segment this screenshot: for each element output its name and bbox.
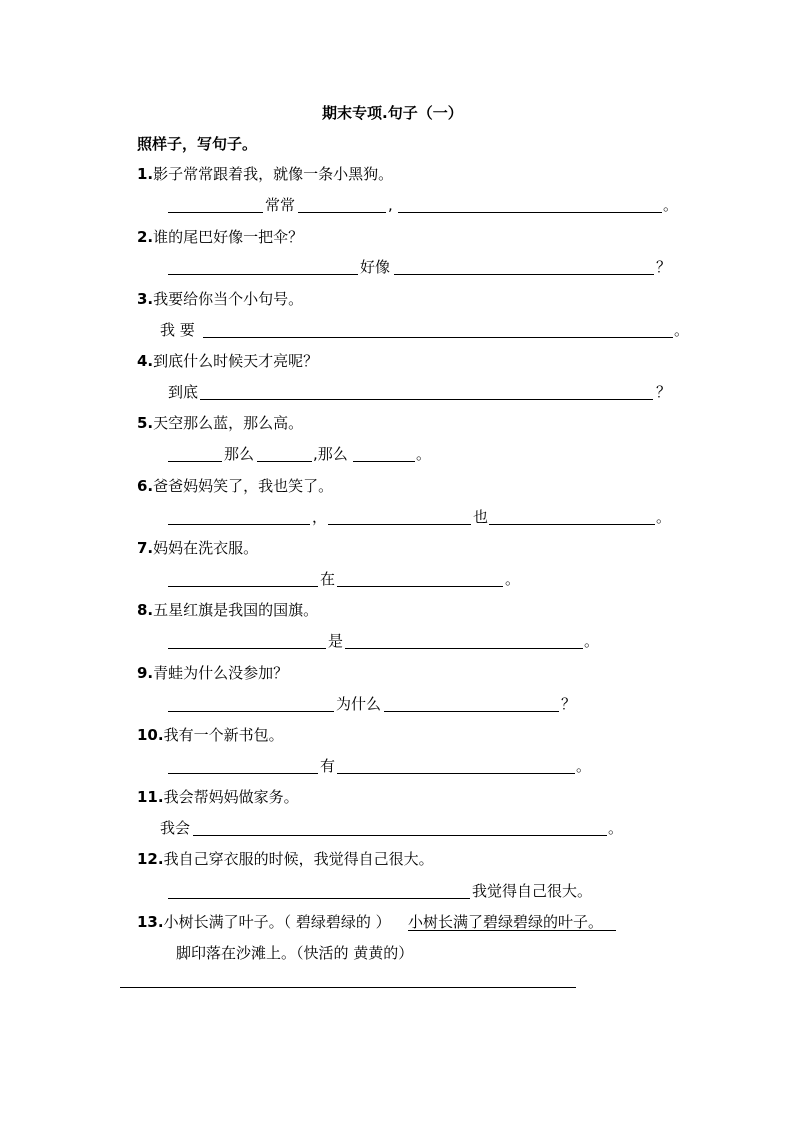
- question-number: 1.: [137, 165, 154, 183]
- answer-word: ，: [312, 508, 328, 526]
- question-8: [137, 601, 318, 619]
- page-title: 期末专项.句子（一）: [322, 104, 463, 122]
- answer-word: ？: [656, 258, 672, 276]
- answer-blank[interactable]: [345, 648, 583, 649]
- answer-blank[interactable]: [203, 337, 673, 338]
- answer-word: ？: [561, 695, 577, 713]
- question-text: 五星红旗是我国的国旗。: [153, 601, 319, 619]
- question-7: [137, 539, 258, 557]
- question-number: 2.: [137, 228, 154, 246]
- question-text: 到底什么时候天才亮呢？: [153, 352, 319, 370]
- question-12: [137, 850, 434, 868]
- question-number: 3.: [137, 290, 154, 308]
- question-text: 小树长满了叶子。（ 碧绿碧绿的 ）: [163, 913, 391, 931]
- question-text: 爸爸妈妈笑了，我也笑了。: [153, 477, 334, 495]
- answer-word: 。: [674, 321, 690, 339]
- answer-line[interactable]: [120, 987, 576, 988]
- answer-blank[interactable]: [193, 835, 607, 836]
- question-4: [137, 352, 318, 370]
- answer-word: 也: [473, 508, 489, 526]
- answer-blank[interactable]: [353, 461, 415, 462]
- question-text: 我要给你当个小句号。: [153, 290, 304, 308]
- question-text: 天空那么蓝，那么高。: [153, 414, 304, 432]
- question-number: 7.: [137, 539, 154, 557]
- question-text: 青蛙为什么没参加？: [153, 664, 289, 682]
- instruction: 照样子，写句子。: [137, 135, 258, 153]
- question-11: [137, 788, 299, 806]
- example-answer: 小树长满了碧绿碧绿的叶子。: [408, 913, 604, 931]
- answer-word: 我觉得自己很大。: [472, 882, 593, 900]
- question-2: [137, 228, 303, 246]
- answer-blank[interactable]: [200, 399, 653, 400]
- answer-blank[interactable]: [394, 274, 654, 275]
- answer-blank[interactable]: [168, 648, 326, 649]
- question-number: 4.: [137, 352, 154, 370]
- answer-blank[interactable]: [168, 461, 222, 462]
- question-text: 我有一个新书包。: [163, 726, 284, 744]
- answer-word: 为什么: [336, 695, 382, 713]
- answer-word: 。: [663, 196, 679, 214]
- answer-blank[interactable]: [168, 524, 310, 525]
- answer-blank[interactable]: [257, 461, 312, 462]
- answer-word: 我 要: [160, 321, 195, 339]
- question-number: 10.: [137, 726, 164, 744]
- answer-word: 。: [576, 757, 592, 775]
- answer-word: 在: [320, 570, 336, 588]
- answer-blank[interactable]: [168, 898, 470, 899]
- question-number: 13.: [137, 913, 164, 931]
- answer-word: 。: [608, 819, 624, 837]
- question-text: 谁的尾巴好像一把伞？: [153, 228, 304, 246]
- answer-word: ,: [388, 196, 393, 214]
- answer-word: ？: [656, 383, 672, 401]
- answer-blank[interactable]: [168, 212, 263, 213]
- question-1: [137, 165, 393, 183]
- question-10: [137, 726, 284, 744]
- question-number: 12.: [137, 850, 164, 868]
- question-number: 5.: [137, 414, 154, 432]
- question-text: 影子常常跟着我，就像一条小黑狗。: [153, 165, 394, 183]
- question-5: [137, 414, 303, 432]
- question-number: 6.: [137, 477, 154, 495]
- answer-word: 到底: [168, 383, 199, 401]
- answer-word: 。: [416, 445, 432, 463]
- answer-blank[interactable]: [337, 773, 575, 774]
- answer-blank[interactable]: [384, 711, 559, 712]
- answer-word: 。: [656, 508, 672, 526]
- question-3: [137, 290, 303, 308]
- question-text: 妈妈在洗衣服。: [153, 539, 259, 557]
- answer-blank[interactable]: [328, 524, 471, 525]
- answer-word: 我会: [160, 819, 191, 837]
- answer-blank[interactable]: [168, 274, 358, 275]
- answer-blank[interactable]: [168, 773, 318, 774]
- question-number: 8.: [137, 601, 154, 619]
- question-9: [137, 664, 288, 682]
- question-13: [137, 913, 391, 931]
- answer-word: 。: [584, 632, 600, 650]
- question-number: 9.: [137, 664, 154, 682]
- answer-blank[interactable]: [489, 524, 655, 525]
- answer-word: 有: [320, 757, 336, 775]
- example-underline: [560, 930, 616, 931]
- answer-blank[interactable]: [168, 711, 334, 712]
- question-number: 11.: [137, 788, 164, 806]
- answer-blank[interactable]: [168, 586, 318, 587]
- answer-word: 那么: [224, 445, 255, 463]
- answer-word: 是: [328, 632, 344, 650]
- question-text: 我自己穿衣服的时候，我觉得自己很大。: [163, 850, 434, 868]
- question-13-line-2: 脚印落在沙滩上。（快活的 黄黄的）: [176, 944, 414, 962]
- question-6: [137, 477, 333, 495]
- answer-blank[interactable]: [298, 212, 386, 213]
- answer-word: ,那么: [313, 445, 348, 463]
- answer-blank[interactable]: [337, 586, 503, 587]
- answer-word: 常常: [265, 196, 296, 214]
- answer-word: 。: [505, 570, 521, 588]
- answer-blank[interactable]: [398, 212, 662, 213]
- question-text: 我会帮妈妈做家务。: [163, 788, 299, 806]
- answer-word: 好像: [360, 258, 391, 276]
